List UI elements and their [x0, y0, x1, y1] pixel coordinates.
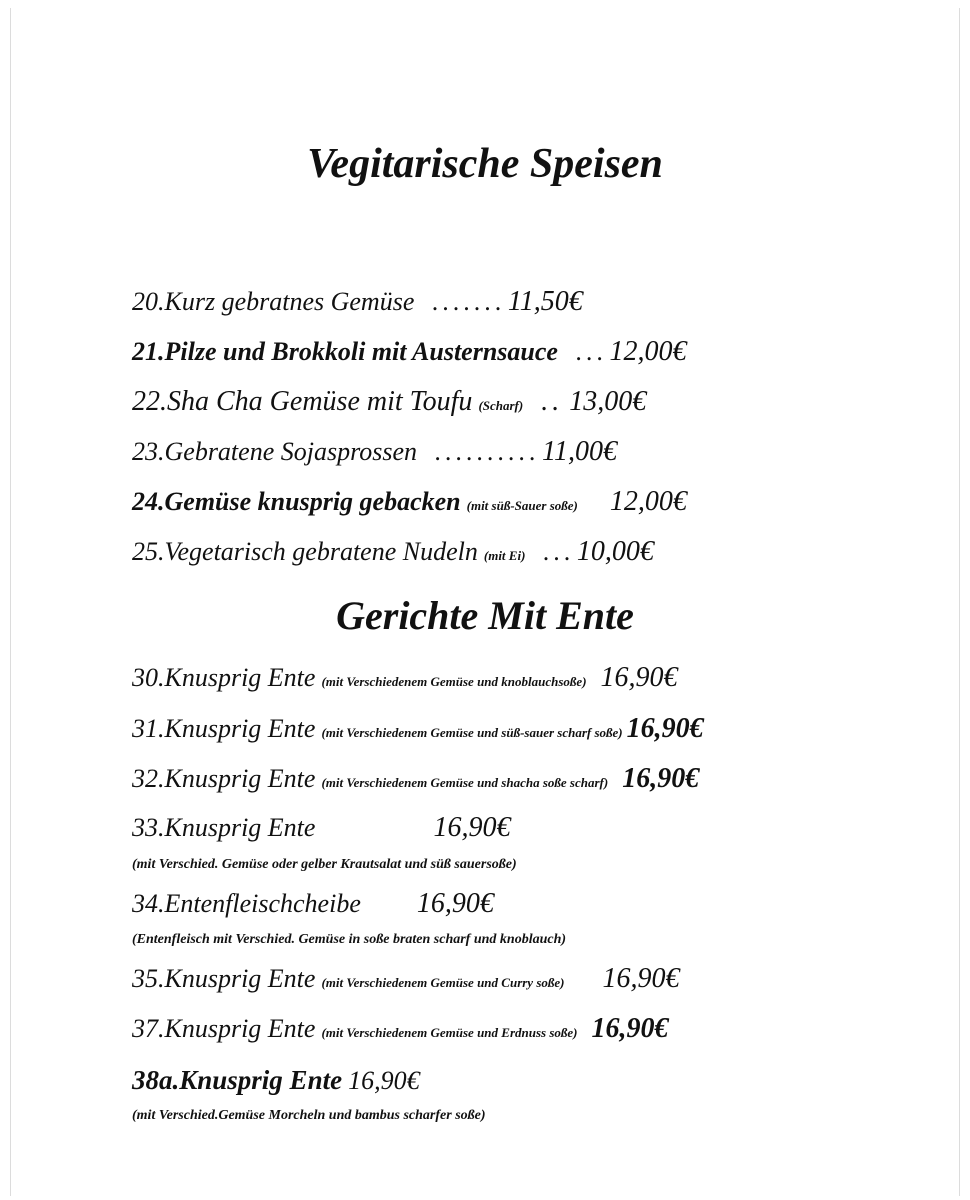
menu-item-22 [132, 387, 646, 421]
item-name: 23.Gebratene Sojasprossen [132, 437, 418, 466]
menu-item-30 [132, 663, 678, 697]
item-name: 20.Kurz gebratnes Gemüse [132, 287, 415, 316]
item-name: 38a.Knusprig Ente [132, 1065, 343, 1095]
item-38a-description: (mit Verschied.Gemüse Morcheln und bambus scharfer soße) [132, 1108, 486, 1123]
item-note: (mit Verschiedenem Gemüse und süß-sauer scharf soße) [321, 725, 623, 740]
item-note: (Scharf) [478, 398, 524, 413]
item-name: 32.Knusprig Ente [132, 764, 316, 793]
menu-item-33 [132, 813, 510, 843]
item-dots: .. [541, 386, 564, 417]
item-name: 33.Knusprig Ente [132, 813, 316, 842]
item-price: 10,00€ [576, 536, 654, 567]
item-price: 16,90€ [416, 888, 494, 919]
menu-item-31 [132, 714, 704, 748]
menu-item-24 [132, 487, 687, 521]
item-note: (mit Ei) [483, 548, 526, 563]
item-33-description: (mit Verschied. Gemüse oder gelber Krautsalat und süß sauersoße) [132, 857, 517, 872]
item-price: 16,90€ [348, 1066, 420, 1095]
menu-item-21 [132, 337, 686, 367]
menu-item-23 [132, 437, 617, 467]
item-price: 11,00€ [542, 436, 617, 467]
menu-item-37 [132, 1014, 669, 1048]
item-34-description: (Entenfleisch mit Verschied. Gemüse in soße braten scharf und knoblauch) [132, 932, 567, 947]
item-note: (mit Verschiedenem Gemüse und Erdnuss soße) [321, 1025, 578, 1040]
menu-item-32 [132, 764, 699, 798]
item-price: 12,00€ [609, 336, 687, 367]
item-note: (mit Verschiedenem Gemüse und Curry soße) [321, 975, 565, 990]
item-price: 12,00€ [609, 486, 687, 517]
item-price: 16,90€ [602, 963, 680, 994]
menu-item-25 [132, 537, 654, 571]
section-title-duck: Gerichte Mit Ente [336, 593, 634, 638]
section-title-vegetarian: Vegitarische Speisen [307, 141, 663, 187]
item-note: (mit Verschiedenem Gemüse und knoblauchsoße) [321, 674, 587, 689]
item-price: 16,90€ [600, 662, 678, 693]
item-name: 22.Sha Cha Gemüse mit Toufu [132, 386, 473, 417]
item-price: 13,00€ [569, 386, 647, 417]
item-dots: .......... [435, 437, 541, 466]
item-name: 37.Knusprig Ente [132, 1014, 316, 1043]
item-price: 16,90€ [591, 1013, 669, 1044]
menu-item-35 [132, 964, 680, 998]
item-note: (mit Verschiedenem Gemüse und shacha soße scharf) [321, 775, 609, 790]
item-name: 21.Pilze und Brokkoli mit Austernsauce [132, 337, 558, 366]
item-name: 35.Knusprig Ente [132, 964, 316, 993]
item-price: 16,90€ [433, 812, 511, 843]
item-price: 16,90€ [622, 763, 700, 794]
menu-item-38a [132, 1065, 420, 1096]
item-price: 11,50€ [507, 286, 583, 317]
item-name: 31.Knusprig Ente [132, 714, 316, 743]
menu-item-34 [132, 889, 494, 919]
menu-item-20 [132, 287, 583, 317]
item-dots: ....... [432, 287, 506, 316]
item-name: 30.Knusprig Ente [132, 663, 316, 692]
item-dots: ... [543, 537, 575, 566]
item-name: 34.Entenfleischcheibe [132, 889, 361, 918]
item-name: 24.Gemüse knusprig gebacken [132, 487, 461, 516]
item-dots: ... [575, 337, 608, 366]
item-name: 25.Vegetarisch gebratene Nudeln [132, 537, 478, 566]
item-price: 16,90€ [626, 713, 704, 744]
item-note: (mit süß-Sauer soße) [466, 498, 578, 513]
